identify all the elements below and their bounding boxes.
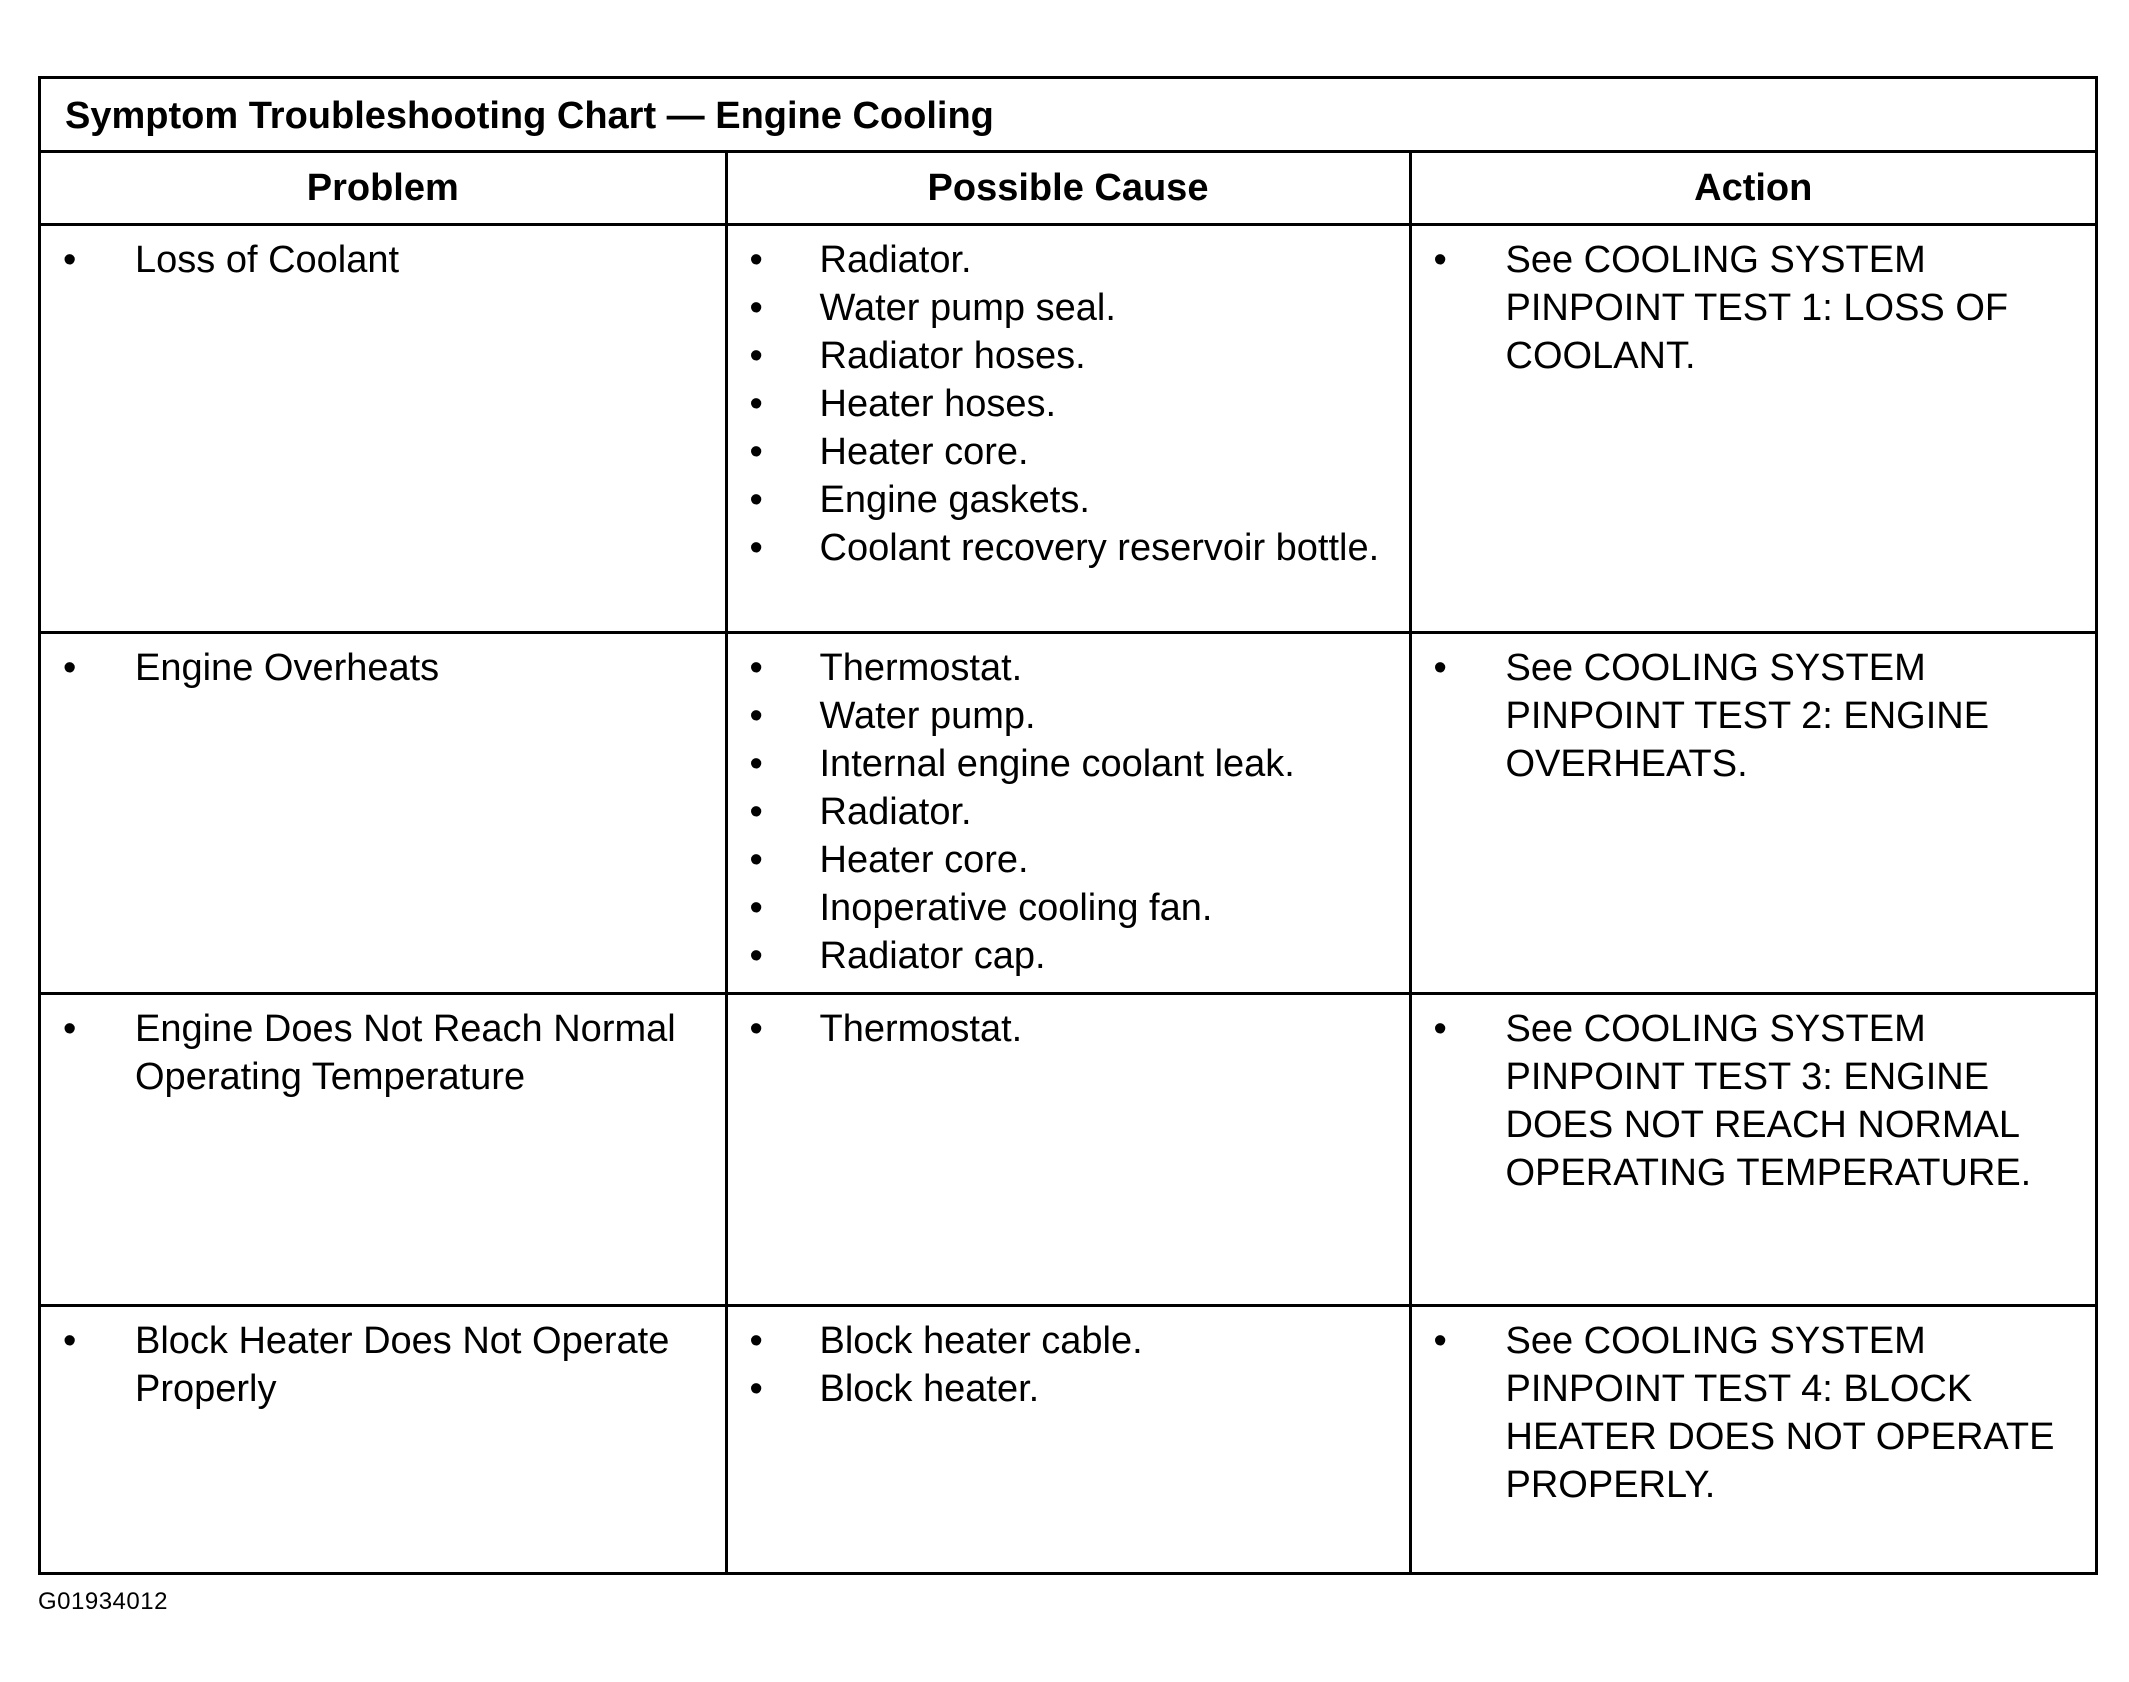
cause-item: • Thermostat.: [728, 644, 1409, 692]
table-row: [41, 225, 2095, 633]
action-cell: [1410, 994, 2095, 1306]
cause-cell: [726, 1306, 1410, 1572]
problem-item: • Loss of Coolant: [41, 236, 725, 284]
header-problem: Problem: [41, 153, 726, 225]
figure-code: G01934012: [38, 1588, 168, 1615]
cause-item: • Radiator.: [728, 236, 1409, 284]
header-action: Action: [1410, 153, 2095, 225]
cause-item: • Water pump seal.: [728, 284, 1409, 332]
header-row: [41, 153, 2095, 225]
cause-cell: [726, 633, 1410, 994]
action-cell: [1410, 633, 2095, 994]
troubleshooting-chart: [38, 76, 2098, 1575]
cause-item: • Radiator cap.: [728, 932, 1409, 980]
cause-item: • Block heater.: [728, 1365, 1409, 1413]
problem-cell: [41, 633, 726, 994]
problem-item: • Engine Does Not Reach Normal Operating Temperature: [41, 1005, 725, 1101]
action-cell: [1410, 225, 2095, 633]
table-row: [41, 633, 2095, 994]
troubleshooting-table: [41, 153, 2095, 1572]
problem-item: • Engine Overheats: [41, 644, 725, 692]
cause-item: • Radiator.: [728, 788, 1409, 836]
cause-item: • Heater core.: [728, 836, 1409, 884]
table-row: [41, 994, 2095, 1306]
problem-cell: [41, 994, 726, 1306]
cause-cell: [726, 994, 1410, 1306]
chart-title: Symptom Troubleshooting Chart — Engine Cooling: [41, 79, 2095, 153]
cause-item: • Heater core.: [728, 428, 1409, 476]
cause-item: • Radiator hoses.: [728, 332, 1409, 380]
header-possible-cause: Possible Cause: [726, 153, 1410, 225]
action-item: • See COOLING SYSTEM PINPOINT TEST 2: ENGINE OVERHEATS.: [1412, 644, 2096, 788]
problem-cell: [41, 225, 726, 633]
cause-item: • Heater hoses.: [728, 380, 1409, 428]
cause-cell: [726, 225, 1410, 633]
problem-cell: [41, 1306, 726, 1572]
cause-item: • Engine gaskets.: [728, 476, 1409, 524]
action-item: • See COOLING SYSTEM PINPOINT TEST 3: ENGINE DOES NOT REACH NORMAL OPERATING TEMPERATURE.: [1412, 1005, 2096, 1197]
action-cell: [1410, 1306, 2095, 1572]
cause-item: • Water pump.: [728, 692, 1409, 740]
problem-item: • Block Heater Does Not Operate Properly: [41, 1317, 725, 1413]
cause-item: • Thermostat.: [728, 1005, 1409, 1053]
cause-item: • Coolant recovery reservoir bottle.: [728, 524, 1409, 572]
cause-item: • Internal engine coolant leak.: [728, 740, 1409, 788]
action-item: • See COOLING SYSTEM PINPOINT TEST 1: LOSS OF COOLANT.: [1412, 236, 2096, 380]
cause-item: • Block heater cable.: [728, 1317, 1409, 1365]
cause-item: • Inoperative cooling fan.: [728, 884, 1409, 932]
action-item: • See COOLING SYSTEM PINPOINT TEST 4: BLOCK HEATER DOES NOT OPERATE PROPERLY.: [1412, 1317, 2096, 1509]
table-row: [41, 1306, 2095, 1572]
